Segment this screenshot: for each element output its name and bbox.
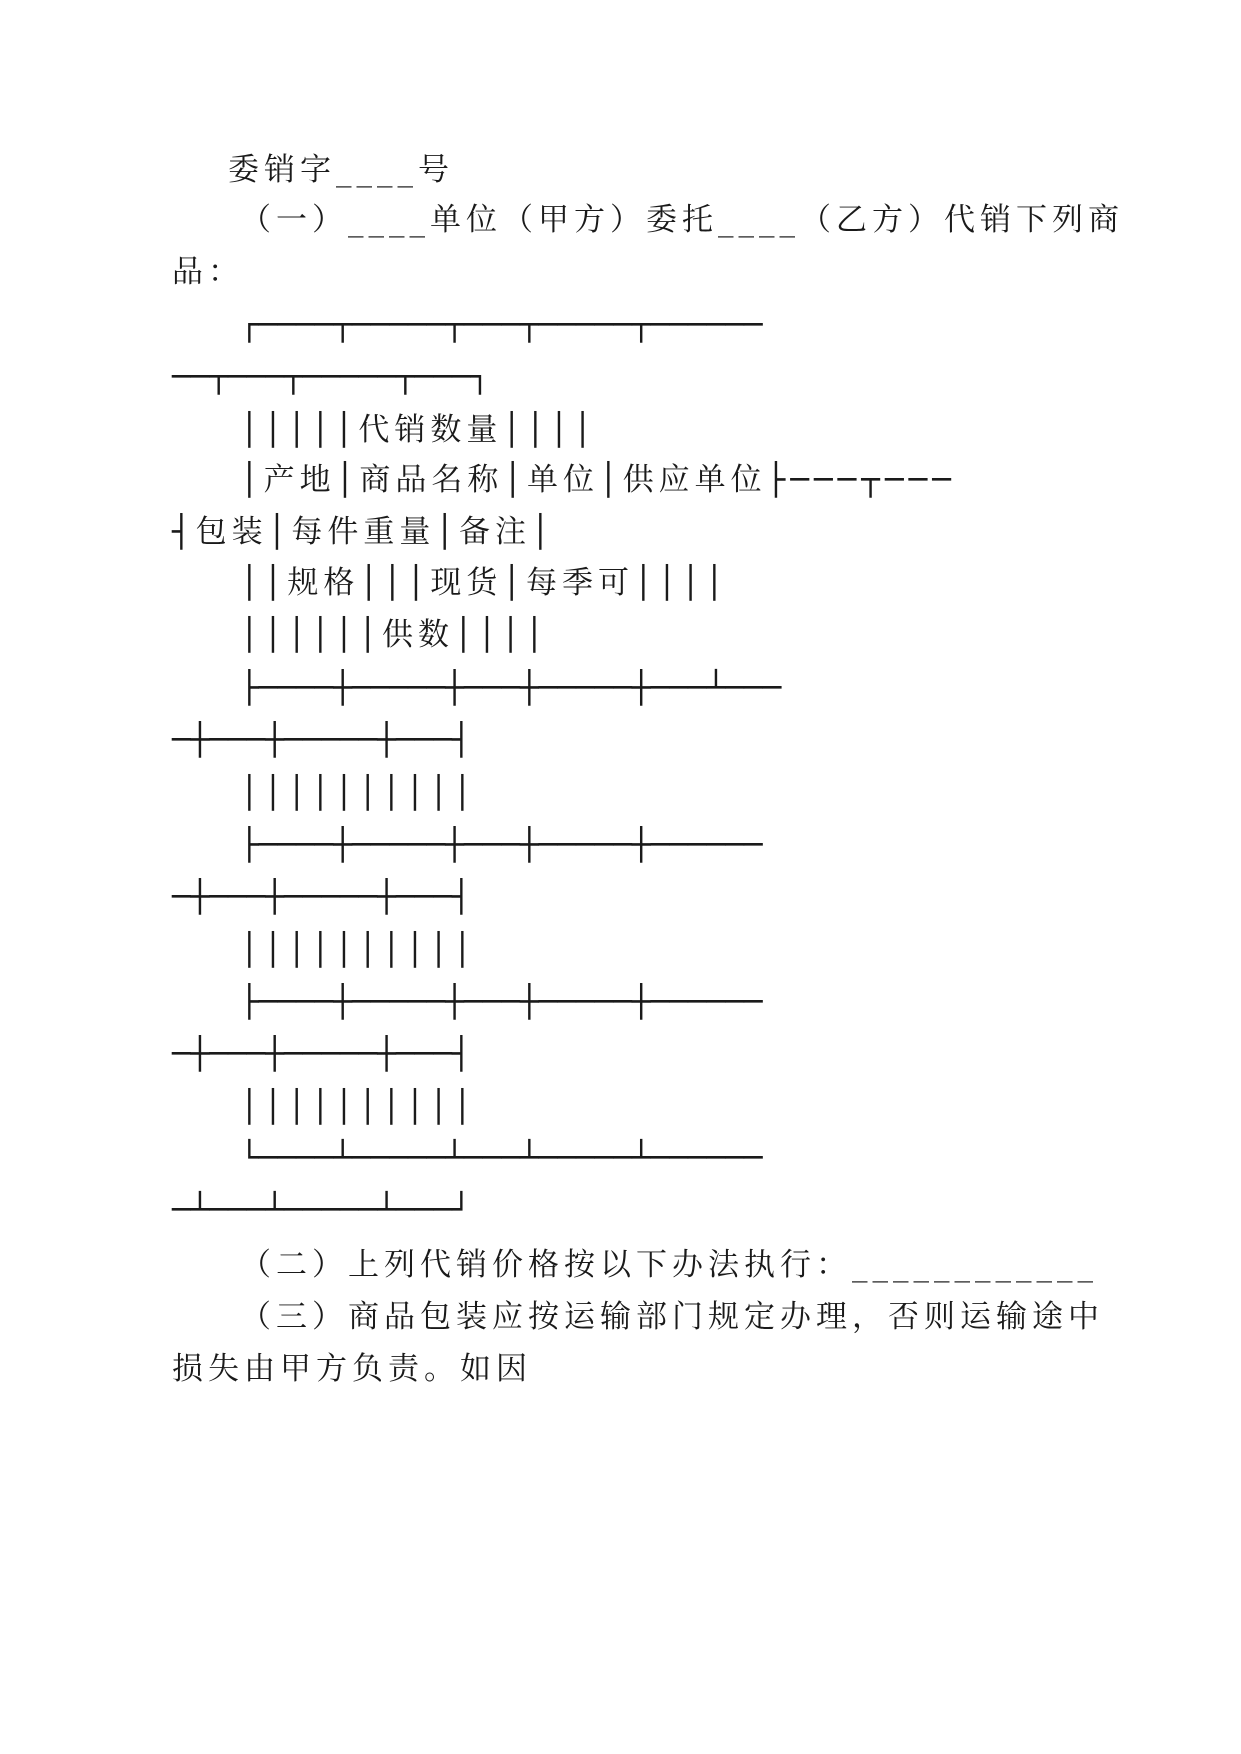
- table-divider-1a: ├────┼─────┼───┼─────┼───┴───: [240, 670, 782, 706]
- clause-1-line-2: 品：: [172, 254, 244, 290]
- table-header-row-1: │││││代销数量││││: [240, 412, 597, 448]
- table-bottom-border-1: └────┴─────┴───┴─────┴──────: [240, 1140, 763, 1176]
- clause-1-line-1: （一）____单位（甲方）委托____（乙方）代销下列商: [240, 202, 1124, 238]
- table-header-row-4: ││规格│││现货│每季可││││: [240, 565, 729, 601]
- clause-2-line: （二）上列代销价格按以下办法执行：____________: [240, 1247, 1098, 1283]
- table-header-row-2: │产地│商品名称│单位│供应单位├───┬───: [240, 462, 956, 498]
- table-divider-3a: ├────┼─────┼───┼─────┼──────: [240, 984, 763, 1020]
- table-data-row-2: ││││││││││: [240, 932, 477, 968]
- table-divider-1b: ─┼───┼─────┼───┤: [172, 722, 471, 758]
- table-divider-2b: ─┼───┼─────┼───┤: [172, 879, 471, 915]
- table-data-row-3: ││││││││││: [240, 1089, 477, 1125]
- table-divider-2a: ├────┼─────┼───┼─────┼──────: [240, 827, 763, 863]
- clause-3-line-1: （三）商品包装应按运输部门规定办理，否则运输途中: [240, 1299, 1104, 1335]
- clause-3-line-2: 损失由甲方负责。如因: [172, 1351, 532, 1387]
- table-header-row-5: ││││││供数││││: [240, 617, 549, 653]
- table-data-row-1: ││││││││││: [240, 775, 477, 811]
- doc-number-line: 委销字____号: [228, 152, 454, 188]
- table-top-border-2: ──┬───┬─────┬───┐: [172, 359, 490, 395]
- table-bottom-border-2: ─┴───┴─────┴───┘: [172, 1192, 471, 1228]
- table-divider-3b: ─┼───┼─────┼───┤: [172, 1036, 471, 1072]
- table-top-border-1: ┌────┬─────┬───┬─────┬──────: [240, 307, 763, 343]
- table-header-row-3: ┤包装│每件重量│备注│: [172, 514, 555, 550]
